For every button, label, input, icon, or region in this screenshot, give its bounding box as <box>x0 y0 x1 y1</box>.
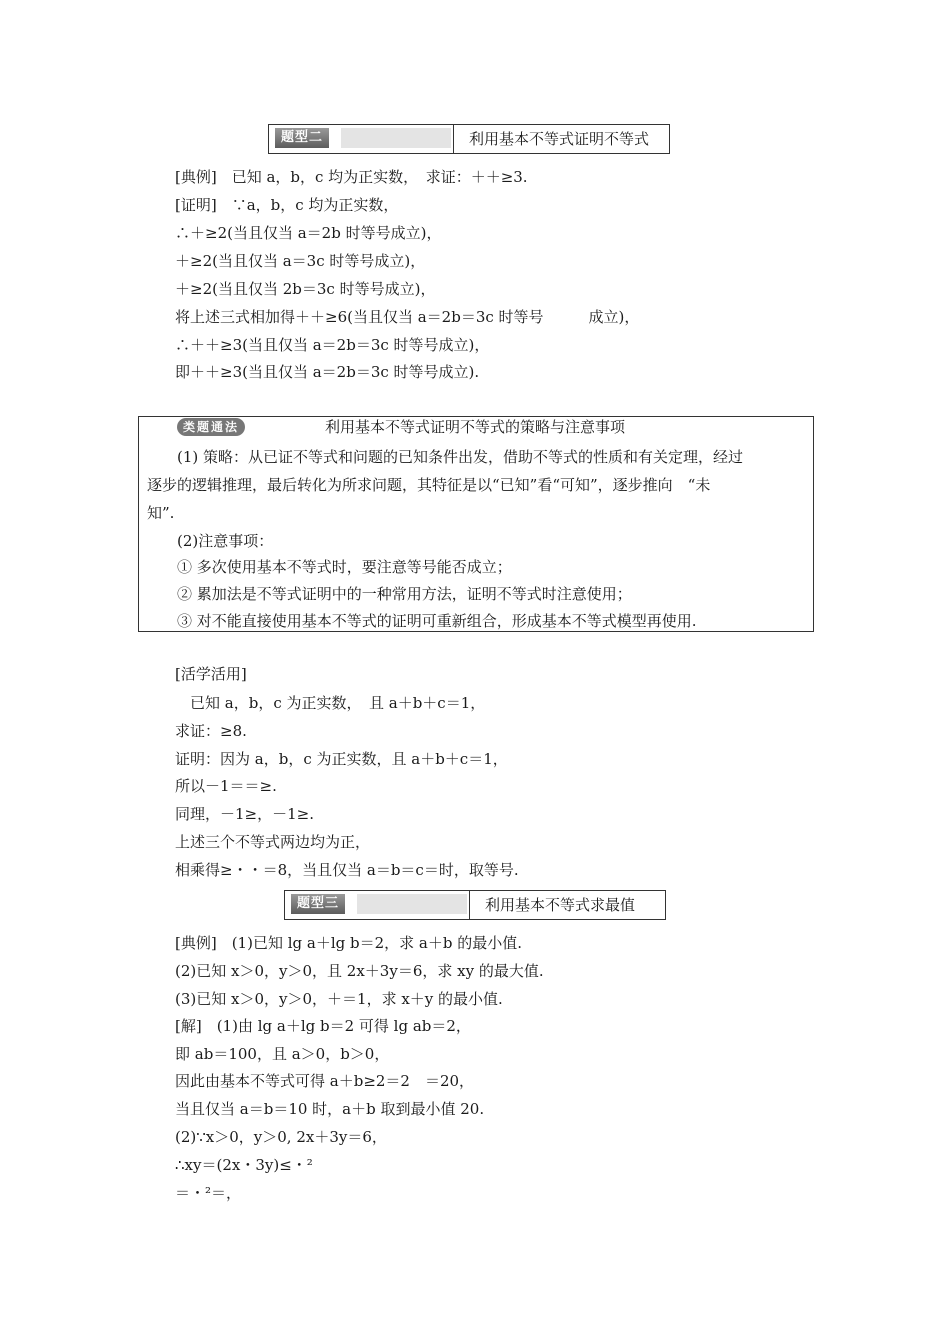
section-title: 利用基本不等式求最值 <box>485 896 636 914</box>
solution-line: ＝・²＝， <box>175 1184 242 1202</box>
practice-heading: [活学活用] <box>175 665 247 683</box>
practice-line: 求证：≥8. <box>175 722 247 740</box>
practice-line: 同理，－1≥，－1≥. <box>175 805 314 823</box>
header-shade <box>341 128 451 148</box>
tips-line: 知”. <box>147 504 175 522</box>
section-header-type3 <box>284 890 666 920</box>
proof-line: [证明] ∵a，b，c 均为正实数， <box>175 196 399 214</box>
header-divider <box>453 125 454 153</box>
solution-line: [解] (1)由 lg a＋lg b＝2 可得 lg ab＝2， <box>175 1017 471 1035</box>
header-shade <box>357 894 467 914</box>
solution-line: 因此由基本不等式可得 a＋b≥2＝2 ＝20， <box>175 1072 475 1090</box>
practice-line: 上述三个不等式两边均为正， <box>175 833 371 851</box>
tips-badge: 类题通法 <box>177 418 245 436</box>
solution-line: 当且仅当 a＝b＝10 时，a＋b 取到最小值 20. <box>175 1100 485 1118</box>
section-header-type2 <box>268 124 670 154</box>
practice-line: 已知 a，b，c 为正实数， 且 a＋b＋c＝1， <box>175 694 486 712</box>
practice-line: 证明：因为 a，b，c 为正实数，且 a＋b＋c＝1， <box>175 750 508 768</box>
tips-box <box>138 416 814 632</box>
proof-line: ∴＋≥2(当且仅当 a＝2b 时等号成立)， <box>175 224 442 242</box>
section-tab: 题型二 <box>275 128 329 148</box>
solution-line: ∴xy＝(2x・3y)≤・² <box>175 1156 313 1174</box>
header-divider <box>469 891 470 919</box>
section-tab: 题型三 <box>291 894 345 914</box>
tips-title: 利用基本不等式证明不等式的策略与注意事项 <box>325 418 626 436</box>
example-line: [典例] 已知 a，b，c 均为正实数， 求证：＋＋≥3. <box>175 168 528 186</box>
tips-line: (1) 策略：从已证不等式和问题的已知条件出发，借助不等式的性质和有关定理，经过 <box>177 448 744 466</box>
example-line: (3)已知 x＞0，y＞0，＋＝1，求 x＋y 的最小值. <box>175 990 503 1008</box>
practice-line: 相乘得≥・・＝8，当且仅当 a＝b＝c＝时，取等号. <box>175 861 519 879</box>
example-line: [典例] (1)已知 lg a＋lg b＝2，求 a＋b 的最小值. <box>175 934 522 952</box>
tips-line: (2)注意事项： <box>177 532 274 550</box>
tips-line: ② 累加法是不等式证明中的一种常用方法，证明不等式时注意使用； <box>177 585 632 603</box>
tips-line: ③ 对不能直接使用基本不等式的证明可重新组合，形成基本不等式模型再使用. <box>177 612 697 630</box>
example-line: (2)已知 x＞0，y＞0，且 2x＋3y＝6，求 xy 的最大值. <box>175 962 544 980</box>
solution-line: 即 ab＝100，且 a＞0，b＞0， <box>175 1045 390 1063</box>
tips-line: 逐步的逻辑推理，最后转化为所求问题，其特征是以“已知”看“可知”，逐步推向 “未 <box>147 476 711 494</box>
proof-line: ＋≥2(当且仅当 a＝3c 时等号成立)， <box>175 252 426 270</box>
proof-line: 即＋＋≥3(当且仅当 a＝2b＝3c 时等号成立). <box>175 363 480 381</box>
tips-line: ① 多次使用基本不等式时，要注意等号能否成立； <box>177 558 512 576</box>
proof-line: 将上述三式相加得＋＋≥6(当且仅当 a＝2b＝3c 时等号 成立)， <box>175 308 640 326</box>
proof-line: ＋≥2(当且仅当 2b＝3c 时等号成立)， <box>175 280 436 298</box>
solution-line: (2)∵x＞0，y＞0, 2x＋3y＝6， <box>175 1128 387 1146</box>
practice-line: 所以－1＝＝≥. <box>175 777 277 795</box>
proof-line: ∴＋＋≥3(当且仅当 a＝2b＝3c 时等号成立)， <box>175 336 490 354</box>
section-title: 利用基本不等式证明不等式 <box>469 130 650 148</box>
